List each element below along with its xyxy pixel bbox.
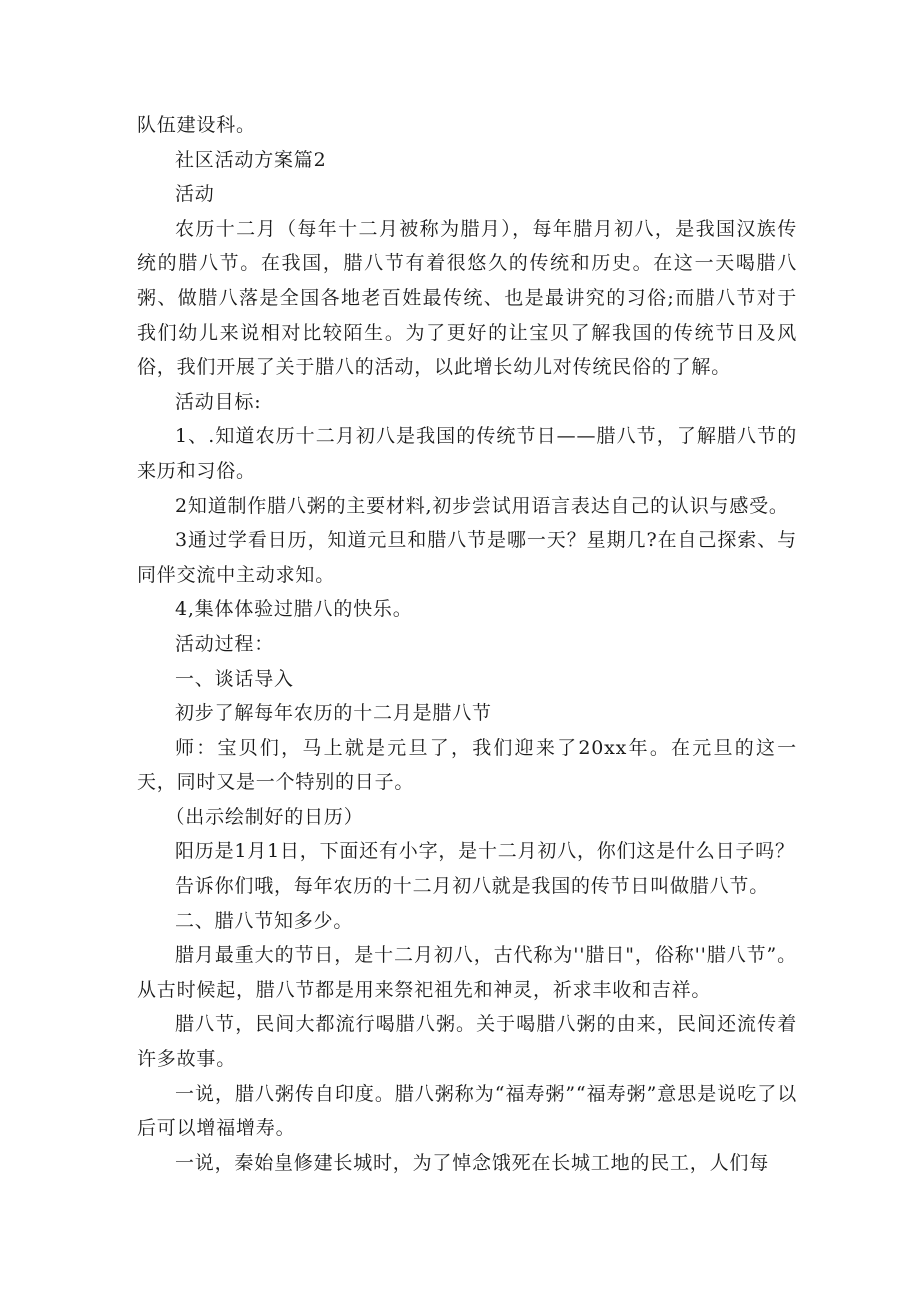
goal-item-4: 4,集体体验过腊八的快乐。 [175,598,413,621]
paragraph: （出示绘制好的日历） [165,805,364,828]
paragraph: 初步了解每年农历的十二月是腊八节 [175,702,492,725]
step-heading-1: 一、谈话导入 [175,667,294,690]
goal-item-2: 2知道制作腊八粥的主要材料,初步尝试用语言表达自己的认识与感受。 [175,494,789,517]
goal-item-3: 3通过学看日历，知道元旦和腊八节是哪一天？星期几?在自己探索、与同伴交流中主动求知。 [137,529,797,586]
goal-item-1: 1、.知道农历十二月初八是我国的传统节日——腊八节，了解腊八节的来历和习俗。 [137,425,797,482]
paragraph-intro: 农历十二月（每年十二月被称为腊月），每年腊月初八，是我国汉族传统的腊八节。在我国，腊八节有着很悠久的传统和历史。在这一天喝腊八粥、做腊八落是全国各地老百姓最传统、也是最讲究的习俗;而腊八节对于我们幼儿来说相对比较陌生。为了更好的让宝贝了解我国的传统节日及风俗，我们开展了关于腊八的活动，以此增长幼儿对传统民俗的了解。 [137,217,797,379]
document-body [137,108,797,1180]
paragraph: 腊八节，民间大都流行喝腊八粥。关于喝腊八粥的由来，民间还流传着许多故事。 [137,1013,797,1071]
paragraph: 腊月最重大的节日，是十二月初八，古代称为''腊日"，俗称''腊八节”。从古时候起，腊八节都是用来祭祀祖先和神灵，祈求丰收和吉祥。 [137,944,797,1001]
paragraph: 阳历是1月1日，下面还有小字，是十二月初八，你们这是什么日子吗？ [175,840,795,863]
paragraph: 一说，腊八粥传自印度。腊八粥称为“福寿粥”“福寿粥”意思是说吃了以后可以增福增寿。 [137,1082,797,1140]
step-heading-2: 二、腊八节知多少。 [175,909,354,932]
paragraph-continued: 队伍建设科。 [137,114,256,136]
paragraph: 告诉你们哦，每年农历的十二月初八就是我国的传节日叫做腊八节。 [175,875,770,898]
sub-heading: 活动 [175,183,215,206]
heading-goals: 活动目标: [175,390,262,413]
paragraph: 一说，秦始皇修建长城时，为了悼念饿死在长城工地的民工，人们每 [175,1151,770,1174]
heading-process: 活动过程： [175,632,275,655]
section-heading: 社区活动方案篇2 [175,148,327,171]
paragraph: 师：宝贝们，马上就是元旦了，我们迎来了20xx年。在元旦的这一天，同时又是一个特别的日子。 [137,736,797,794]
